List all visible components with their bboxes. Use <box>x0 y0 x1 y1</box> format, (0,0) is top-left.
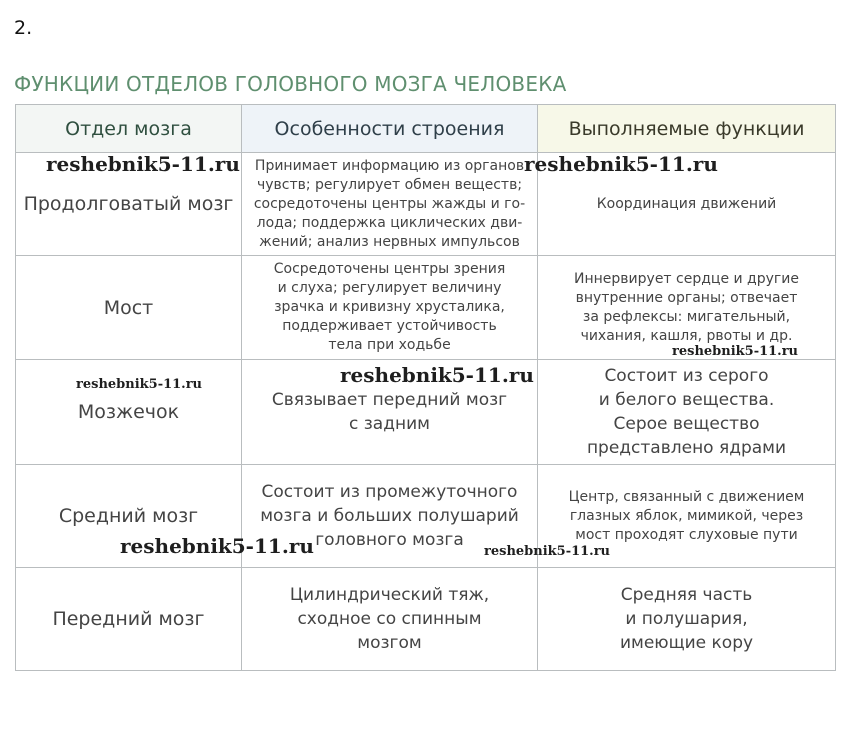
cell-structure: Состоит из промежуточного мозга и больших полушарий головного мозга <box>242 465 538 568</box>
cell-structure: Сосредоточены центры зрения и слуха; регулирует величину зрачка и кривизну хрусталика, поддерживает устойчивость тела при ходьбе <box>242 256 538 360</box>
cell-section: Средний мозг <box>16 465 242 568</box>
cell-section: Передний мозг <box>16 568 242 671</box>
task-number: 2. <box>14 17 33 39</box>
cell-functions: Состоит из серого и белого вещества. Серое вещество представлено ядрами <box>538 360 836 465</box>
cell-structure: Связывает передний мозг с задним <box>242 360 538 465</box>
cell-section: Продолговатый мозг <box>16 153 242 256</box>
header-section: Отдел мозга <box>16 105 242 153</box>
cell-structure: Принимает информацию из органов чувств; регулирует обмен веществ; сосредоточены центры жажды и го- лода; поддержка циклических дви- жений; анализ нервных импульсов <box>242 153 538 256</box>
header-functions: Выполняемые функции <box>538 105 836 153</box>
header-structure: Особенности строения <box>242 105 538 153</box>
brain-functions-table <box>15 104 836 671</box>
table-title: ФУНКЦИИ ОТДЕЛОВ ГОЛОВНОГО МОЗГА ЧЕЛОВЕКА <box>14 72 567 96</box>
watermark-text: reshebnik5-11.ru <box>120 534 314 558</box>
table-row <box>16 465 836 568</box>
table-row <box>16 360 836 465</box>
cell-functions: Координация движений <box>538 153 836 256</box>
watermark-text: reshebnik5-11.ru <box>524 152 718 176</box>
table-row <box>16 153 836 256</box>
watermark-text: reshebnik5-11.ru <box>46 152 240 176</box>
watermark-text: reshebnik5-11.ru <box>76 377 203 392</box>
table-header-row <box>16 105 836 153</box>
table-row <box>16 256 836 360</box>
cell-functions: Центр, связанный с движением глазных яблок, мимикой, через мост проходят слуховые пути <box>538 465 836 568</box>
watermark-text: reshebnik5-11.ru <box>340 363 534 387</box>
cell-section: Мозжечок <box>16 360 242 465</box>
watermark-text: reshebnik5-11.ru <box>672 344 799 359</box>
cell-functions: Средняя часть и полушария, имеющие кору <box>538 568 836 671</box>
table-row <box>16 568 836 671</box>
cell-section: Мост <box>16 256 242 360</box>
cell-structure: Цилиндрический тяж, сходное со спинным мозгом <box>242 568 538 671</box>
watermark-text: reshebnik5-11.ru <box>484 544 611 559</box>
cell-functions: Иннервирует сердце и другие внутренние органы; отвечает за рефлексы: мигательный, чихания, кашля, рвоты и др. <box>538 256 836 360</box>
